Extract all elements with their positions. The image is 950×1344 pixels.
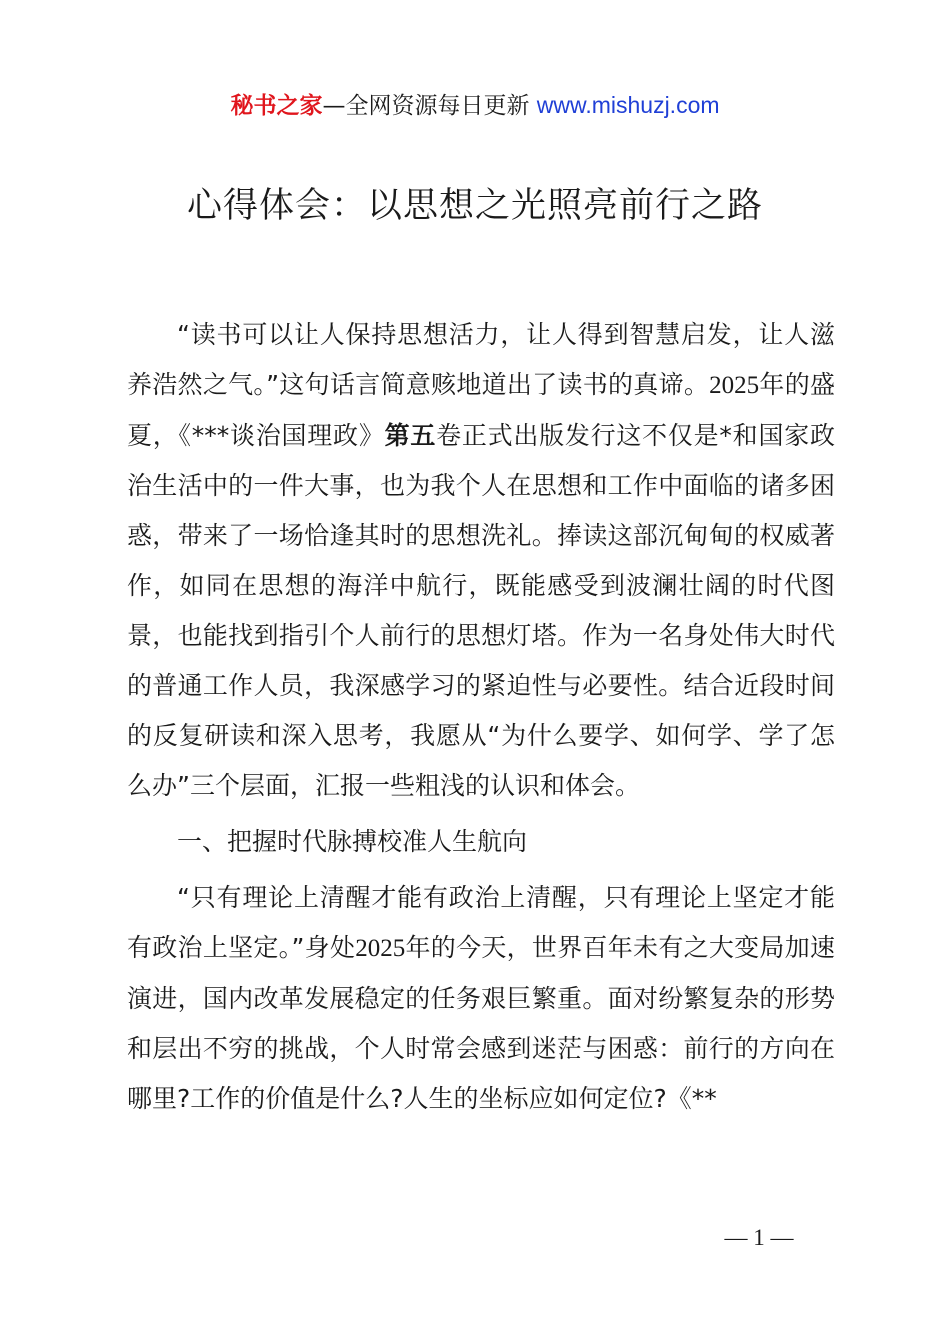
intro-bold-text: 第五 xyxy=(384,421,437,450)
intro-text-part1: “读书可以让人保持思想活力，让人得到智慧启发，让人滋养浩然之气。”这句话言简意赅地道出了读书的真谛。 xyxy=(127,320,835,399)
intro-text-part2: 年的盛夏，《***谈治国理政》 xyxy=(127,370,835,450)
section1-year: 2025 xyxy=(355,935,406,962)
site-header xyxy=(0,88,950,123)
section1-text-part1: “只有理论上清醒才能有政治上清醒，只有理论上坚定才能有政治上坚定。”身处 xyxy=(127,883,835,962)
document-body xyxy=(127,310,835,1124)
section1-paragraph xyxy=(127,873,835,1124)
document-title: 心得体会：以思想之光照亮前行之路 xyxy=(186,186,763,226)
site-url-link[interactable]: www.mishuzj.com xyxy=(536,92,720,118)
section1-text-part2: 年的今天，世界百年未有之大变局加速演进，国内改革发展稳定的任务艰巨繁重。面对纷繁复杂的形势和层出不穷的挑战，个人时常会感到迷茫与困惑：前行的方向在哪里?工作的价值是什么?人生的坐标应如何定位?《** xyxy=(127,933,835,1113)
page-number: — 1 — xyxy=(724,1225,794,1250)
intro-year: 2025 xyxy=(709,372,760,399)
section-heading-1: 一、把握时代脉搏校准人生航向 xyxy=(177,827,528,856)
intro-paragraph xyxy=(127,310,835,811)
header-tagline: —全网资源每日更新 xyxy=(322,93,530,119)
brand-name: 秘书之家 xyxy=(230,93,323,119)
intro-text-part3: 卷正式出版发行这不仅是*和国家政治生活中的一件大事，也为我个人在思想和工作中面临的诸多困惑，带来了一场恰逢其时的思想洗礼。捧读这部沉甸甸的权威著作，如同在思想的海洋中航行，既能感受到波澜壮阔的时代图景，也能找到指引个人前行的思想灯塔。作为一名身处伟大时代的普通工作人员，我深感学习的紧迫性与必要性。结合近段时间的反复研读和深入思考，我愿从“为什么要学、如何学、学了怎么办”三个层面，汇报一些粗浅的认识和体会。 xyxy=(127,421,835,800)
